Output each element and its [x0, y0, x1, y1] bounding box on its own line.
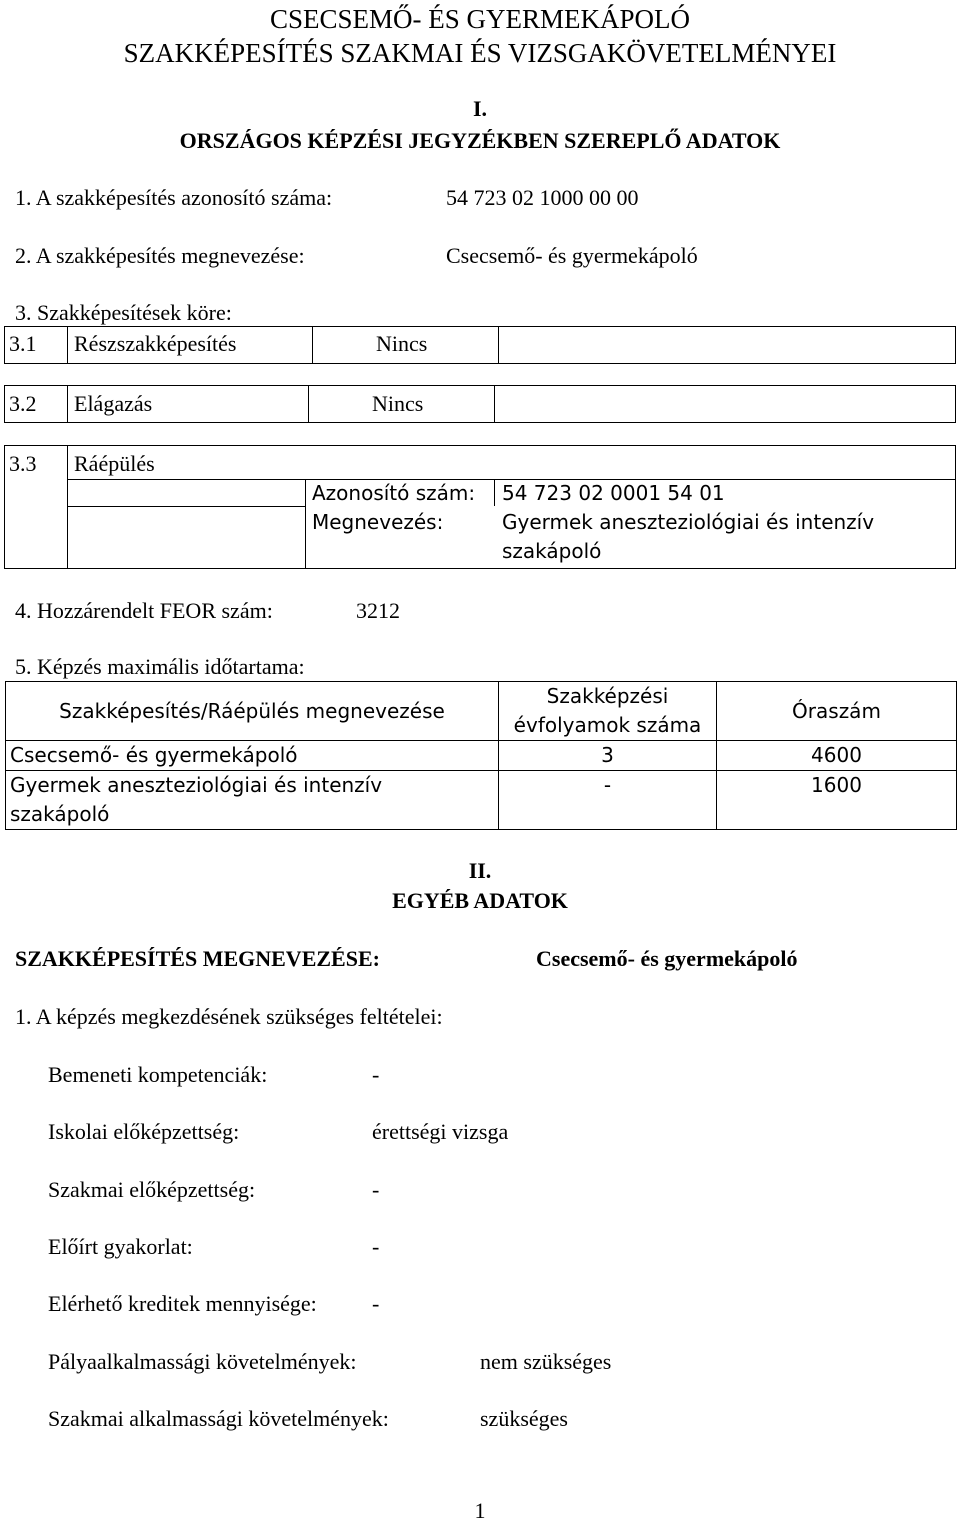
sub33-divider	[305, 479, 306, 569]
table-row	[6, 741, 957, 771]
sub32-divider	[308, 385, 309, 423]
sub32-divider	[67, 385, 68, 423]
section2-heading: EGYÉB ADATOK	[392, 888, 568, 913]
condition-label: Elérhető kreditek mennyisége:	[48, 1291, 317, 1316]
sub33-label: Ráépülés	[74, 451, 155, 476]
sub32-divider	[494, 385, 495, 423]
item1-label: 1. A szakképesítés azonosító száma:	[15, 185, 333, 210]
row2-name-line2: szakápoló	[10, 802, 110, 826]
sub32-label: Elágazás	[74, 391, 153, 416]
sub33-name-value-line1: Gyermek aneszteziológiai és intenzív	[502, 510, 875, 534]
sub31-divider	[67, 326, 68, 364]
qualification-name-label: SZAKKÉPESÍTÉS MEGNEVEZÉSE:	[15, 946, 380, 971]
document-title-line2: SZAKKÉPESÍTÉS SZAKMAI ÉS VIZSGAKÖVETELMÉNYEI	[123, 38, 837, 68]
item3-label: 3. Szakképesítések köre:	[15, 300, 232, 325]
sub31-num: 3.1	[9, 331, 37, 356]
sub31-label: Részszakképesítés	[74, 331, 237, 356]
sub31-value: Nincs	[376, 331, 428, 356]
sub31-divider	[498, 326, 499, 364]
section1-heading: ORSZÁGOS KÉPZÉSI JEGYZÉKBEN SZEREPLŐ ADATOK	[179, 128, 781, 153]
item1-value: 54 723 02 1000 00 00	[446, 185, 639, 210]
row1-hours: 4600	[717, 741, 957, 771]
header-training-years	[499, 682, 717, 741]
header-training-years-line1: Szakképzési	[546, 684, 669, 708]
condition-value: -	[372, 1177, 380, 1202]
sub31-divider	[312, 326, 313, 364]
row1-years: 3	[499, 741, 717, 771]
condition-label: Előírt gyakorlat:	[48, 1234, 193, 1259]
item5-label: 5. Képzés maximális időtartama:	[15, 654, 305, 679]
item4-value: 3212	[356, 598, 400, 623]
header-qualification-name: Szakképesítés/Ráépülés megnevezése	[6, 682, 499, 741]
sub32-value: Nincs	[372, 391, 424, 416]
sub32-num: 3.2	[9, 391, 37, 416]
sub33-divider	[67, 479, 956, 480]
condition-value: szükséges	[480, 1406, 568, 1431]
row1-name: Csecsemő- és gyermekápoló	[6, 741, 499, 771]
condition-value: -	[372, 1062, 380, 1087]
item2-label: 2. A szakképesítés megnevezése:	[15, 243, 305, 268]
condition-value: -	[372, 1234, 380, 1259]
row2-name-line1: Gyermek aneszteziológiai és intenzív	[10, 773, 383, 797]
sub33-name-value-line2: szakápoló	[502, 539, 602, 563]
sub33-divider	[494, 479, 495, 506]
condition-value: -	[372, 1291, 380, 1316]
sub33-divider	[67, 506, 305, 507]
page-number: 1	[474, 1498, 486, 1523]
row2-name	[6, 771, 499, 830]
condition-label: Szakmai előképzettség:	[48, 1177, 256, 1202]
condition-label: Bemeneti kompetenciák:	[48, 1062, 268, 1087]
sub33-id-value: 54 723 02 0001 54 01	[502, 481, 725, 505]
document-title-line1: CSECSEMŐ- ÉS GYERMEKÁPOLÓ	[269, 4, 691, 34]
sub33-num: 3.3	[9, 451, 37, 476]
section2-item1: 1. A képzés megkezdésének szükséges feltételei:	[15, 1004, 443, 1029]
row2-hours: 1600	[717, 771, 957, 830]
header-training-years-line2: évfolyamok száma	[513, 713, 702, 737]
row2-years: -	[499, 771, 717, 830]
table-row	[6, 771, 957, 830]
qualification-name-value: Csecsemő- és gyermekápoló	[536, 946, 798, 971]
condition-value: nem szükséges	[480, 1349, 612, 1374]
sub33-divider	[67, 445, 68, 569]
sub33-id-label: Azonosító szám:	[312, 481, 476, 505]
condition-label: Pályaalkalmassági követelmények:	[48, 1349, 357, 1374]
section2-numeral: II.	[468, 858, 492, 883]
section1-numeral: I.	[472, 96, 488, 121]
duration-table-header-row	[6, 682, 957, 741]
header-hours: Óraszám	[717, 682, 957, 741]
condition-value: érettségi vizsga	[372, 1119, 509, 1144]
condition-label: Iskolai előképzettség:	[48, 1119, 240, 1144]
condition-label: Szakmai alkalmassági követelmények:	[48, 1406, 389, 1431]
duration-table	[5, 681, 957, 830]
item4-label: 4. Hozzárendelt FEOR szám:	[15, 598, 273, 623]
sub33-name-label: Megnevezés:	[312, 510, 444, 534]
item2-value: Csecsemő- és gyermekápoló	[446, 243, 698, 268]
